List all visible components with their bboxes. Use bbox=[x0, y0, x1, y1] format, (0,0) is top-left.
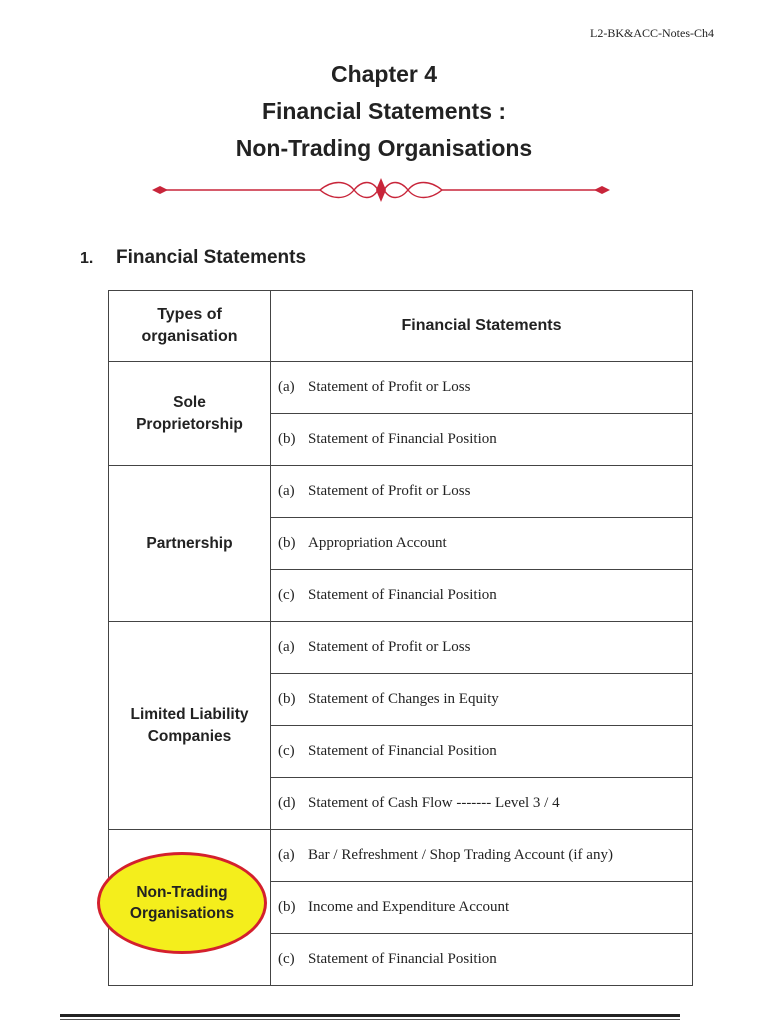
table-header-row bbox=[109, 291, 693, 362]
decorative-divider-icon bbox=[150, 172, 612, 208]
table-row bbox=[109, 362, 693, 414]
statement-item: (a) Statement of Profit or Loss bbox=[271, 362, 693, 414]
financial-statements-table bbox=[108, 290, 693, 986]
footer-rule-thin bbox=[60, 1019, 680, 1020]
section-title: Financial Statements bbox=[116, 247, 307, 268]
section-heading bbox=[80, 247, 306, 269]
chapter-title-line-1: Financial Statements : bbox=[261, 98, 507, 124]
section-number: 1. bbox=[80, 250, 94, 267]
statement-item: (c) Statement of Financial Position bbox=[271, 726, 693, 778]
statement-item: (c) Statement of Financial Position bbox=[271, 570, 693, 622]
statement-item: (a) Bar / Refreshment / Shop Trading Account (if any) bbox=[271, 830, 693, 882]
chapter-title-block bbox=[0, 56, 768, 167]
table-row bbox=[109, 622, 693, 674]
header-types-of-organisation: Types of organisation bbox=[109, 291, 271, 362]
footer-rule bbox=[60, 1014, 680, 1017]
highlight-oval bbox=[97, 852, 267, 954]
org-type-cell-highlighted bbox=[109, 830, 271, 986]
document-code: L2-BK&ACC-Notes-Ch4 bbox=[590, 26, 714, 40]
statement-item: (a) Statement of Profit or Loss bbox=[271, 622, 693, 674]
statement-item: (c) Statement of Financial Position bbox=[271, 934, 693, 986]
header-financial-statements: Financial Statements bbox=[271, 291, 693, 362]
org-type-cell: Sole Proprietorship bbox=[109, 362, 271, 466]
org-type-label: Non-Trading Organisations bbox=[129, 884, 235, 922]
statement-item: (b) Appropriation Account bbox=[271, 518, 693, 570]
org-type-cell: Partnership bbox=[109, 466, 271, 622]
table-row bbox=[109, 466, 693, 518]
table-row bbox=[109, 830, 693, 882]
org-type-cell: Limited Liability Companies bbox=[109, 622, 271, 830]
chapter-number: Chapter 4 bbox=[330, 61, 438, 87]
statement-item: (b) Income and Expenditure Account bbox=[271, 882, 693, 934]
chapter-title-line-2: Non-Trading Organisations bbox=[235, 135, 533, 161]
statement-item: (d) Statement of Cash Flow ------- Level 3 / 4 bbox=[271, 778, 693, 830]
statement-item: (b) Statement of Changes in Equity bbox=[271, 674, 693, 726]
statement-item: (a) Statement of Profit or Loss bbox=[271, 466, 693, 518]
statement-item: (b) Statement of Financial Position bbox=[271, 414, 693, 466]
